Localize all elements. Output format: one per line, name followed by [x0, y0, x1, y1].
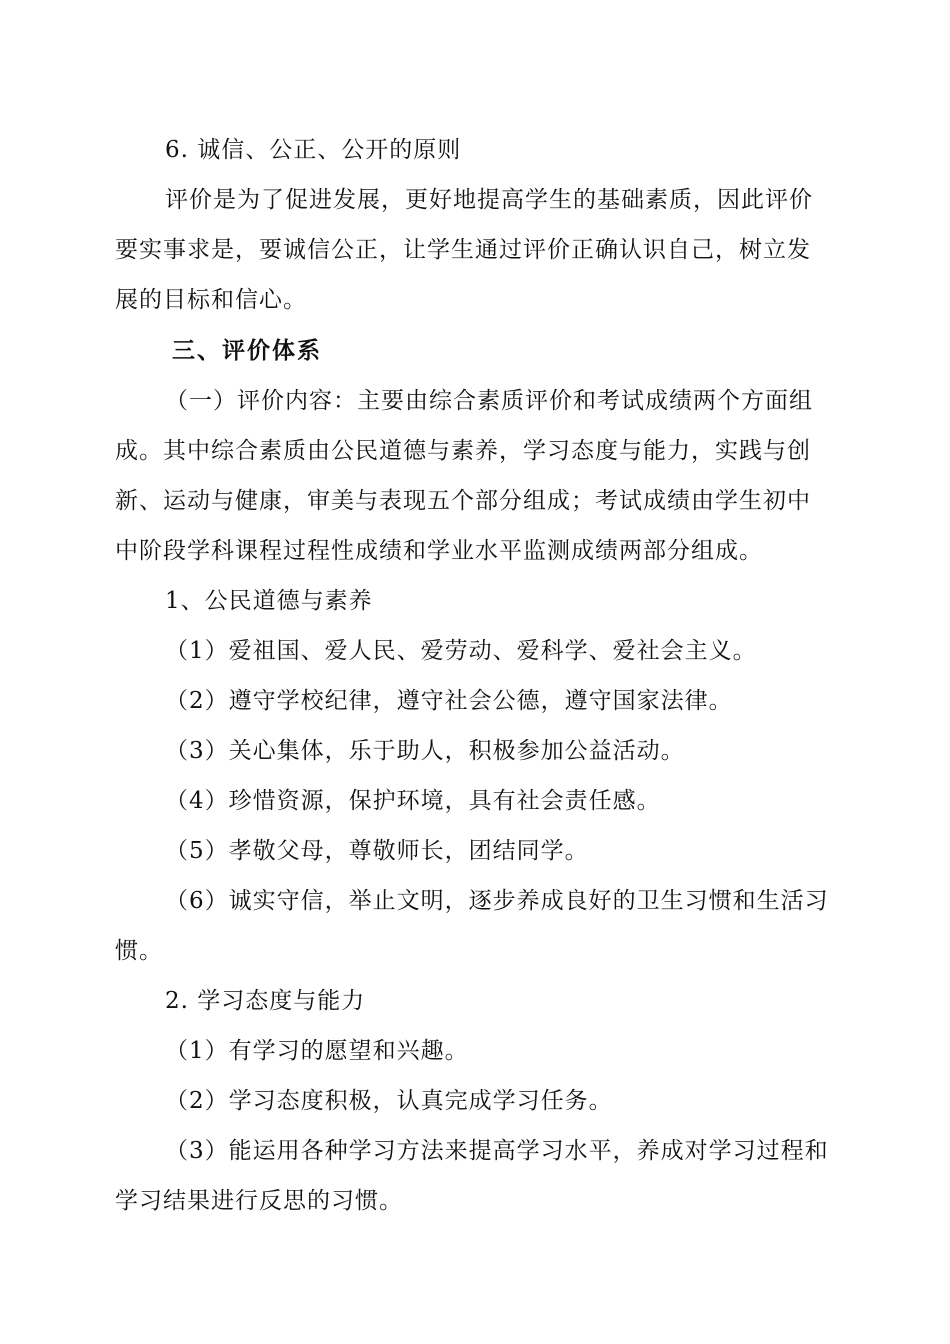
part-1-item-1: （1）爱祖国、爱人民、爱劳动、爱科学、爱社会主义。 — [165, 638, 757, 664]
evaluation-content-line-4: 中阶段学科课程过程性成绩和学业水平监测成绩两部分组成。 — [115, 538, 763, 564]
part-1-item-2: （2）遵守学校纪律，遵守社会公德，遵守国家法律。 — [165, 688, 733, 714]
evaluation-content-line-1: （一）评价内容：主要由综合素质评价和考试成绩两个方面组 — [165, 388, 813, 414]
principle-6-title: 6. 诚信、公正、公开的原则 — [165, 137, 462, 163]
part-2-title: 2. 学习态度与能力 — [165, 988, 366, 1014]
part-2-item-1: （1）有学习的愿望和兴趣。 — [165, 1038, 469, 1064]
part-1-title: 1、公民道德与素养 — [165, 588, 373, 614]
principle-6-line-2: 要实事求是，要诚信公正，让学生通过评价正确认识自己，树立发 — [115, 237, 811, 263]
principle-6-line-1: 评价是为了促进发展，更好地提高学生的基础素质，因此评价 — [165, 187, 813, 213]
part-1-item-5: （5）孝敬父母，尊敬师长，团结同学。 — [165, 838, 589, 864]
part-2-item-2: （2）学习态度积极，认真完成学习任务。 — [165, 1088, 613, 1114]
principle-6-line-3: 展的目标和信心。 — [115, 287, 307, 313]
part-1-item-6-line-1: （6）诚实守信，举止文明，逐步养成良好的卫生习惯和生活习 — [165, 888, 829, 914]
evaluation-content-line-2: 成。其中综合素质由公民道德与素养，学习态度与能力，实践与创 — [115, 438, 811, 464]
part-1-item-3: （3）关心集体，乐于助人，积极参加公益活动。 — [165, 738, 685, 764]
part-1-item-4: （4）珍惜资源，保护环境，具有社会责任感。 — [165, 788, 661, 814]
part-2-item-3-line-1: （3）能运用各种学习方法来提高学习水平，养成对学习过程和 — [165, 1138, 829, 1164]
evaluation-content-line-3: 新、运动与健康，审美与表现五个部分组成；考试成绩由学生初中 — [115, 488, 811, 514]
part-2-item-3-line-2: 学习结果进行反思的习惯。 — [115, 1188, 403, 1214]
section-3-heading: 三、评价体系 — [172, 337, 322, 364]
part-1-item-6-line-2: 惯。 — [115, 938, 163, 964]
